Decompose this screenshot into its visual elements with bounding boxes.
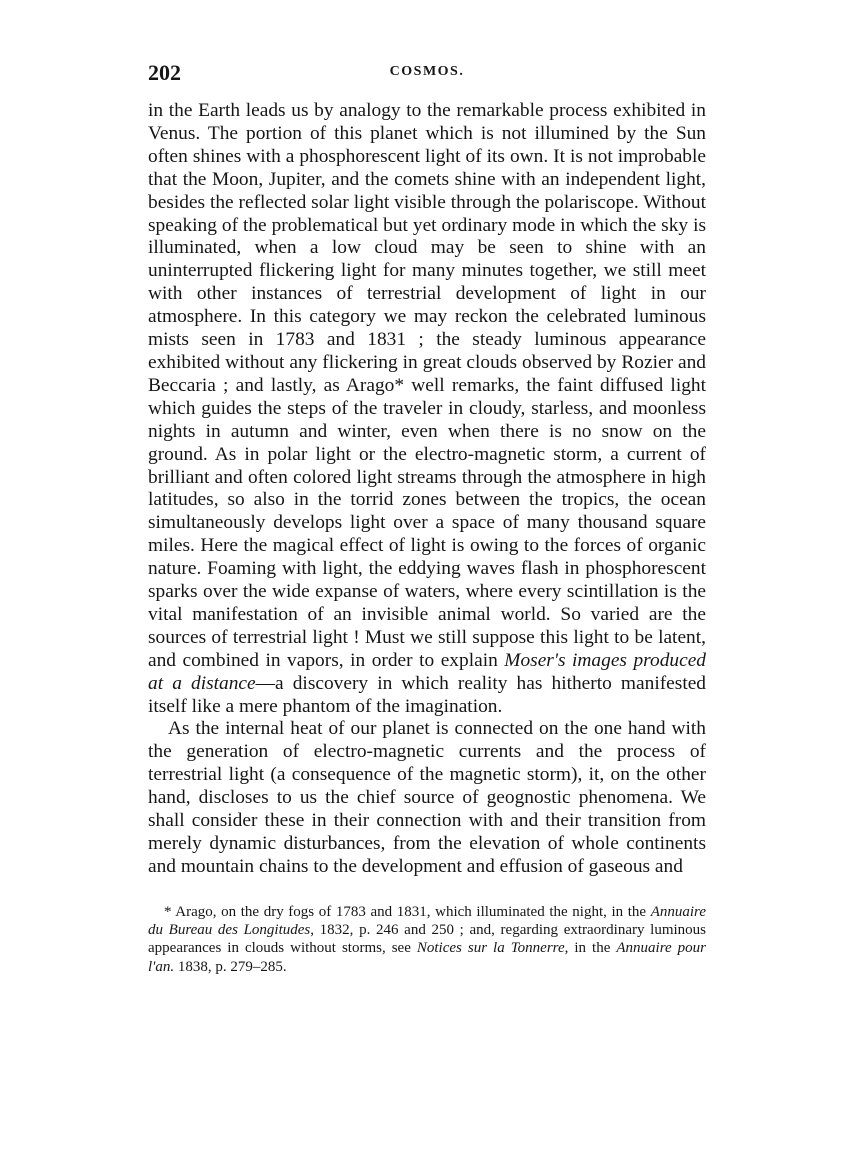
- paragraph-1: [148, 100, 706, 718]
- footnote-text-1: * Arago, on the dry fogs of 1783 and 1831, which illuminated the night, in the: [164, 903, 651, 920]
- page-number: 202: [148, 60, 181, 85]
- body-text: [148, 100, 706, 879]
- running-title: COSMOS.: [389, 64, 465, 79]
- footnote: [148, 903, 706, 976]
- footnote-title-annuaire: Annuaire du Bureau des Longitudes: [148, 903, 706, 939]
- footnote-text-2: , 1832, p. 246 and 250 ; and, regarding extraordinary luminous appearances in clouds without storms, see: [148, 922, 706, 957]
- footnote-text-3: , in the: [564, 940, 617, 957]
- footnote-text-4: 1838, p. 279–285.: [174, 958, 287, 975]
- footnote-title-annuaire-pour: Annuaire pour l'an.: [148, 940, 707, 975]
- paragraph-1-text: in the Earth leads us by analogy to the remarkable process exhibited in Venus. The portion of this planet which is not illumined by the Sun often shines with a phosphorescent light of its own. It is not improbable that the Moon, Jupiter, and the comets shine with an independent light, besides the reflected solar light visible through the polariscope. Without speaking of the problematical but yet ordinary mode in which the sky is illuminated, when a low cloud may be seen to shine with an uninterrupted flickering light for many minutes together, we still meet with other instances of terrestrial development of light in our atmosphere. In this category we may reckon the celebrated luminous mists seen in 1783 and 1831 ; the steady luminous appearance exhibited without any flickering in great clouds observed by Rozier and Beccaria ; and lastly, as Arago* well remarks, the faint diffused light which guides the steps of the traveler in cloudy, starless, and moonless nights in autumn and winter, even when there is no snow on the ground. As in polar light or the electro-magnetic storm, a current of brilliant and often colored light streams through the atmosphere in high latitudes, so also in the torrid zones between the tropics, the ocean simultaneously develops light over a space of many thousand square miles. Here the magical effect of light is owing to the forces of organic nature. Foaming with light, the eddying waves flash in phosphorescent sparks over the wide expanse of waters, where every scintillation is the vital manifestation of an invisible animal world. So varied are the sources of terrestrial light ! Must we still suppose this light to be latent, and combined in vapors, in order to explain: [148, 100, 706, 671]
- footnote-title-notices: Notices sur la Tonnerre: [416, 940, 565, 957]
- paragraph-2: As the internal heat of our planet is connected on the one hand with the generation of electro-magnetic currents and the process of terrestrial light (a consequence of the magnetic storm), it, on the other hand, discloses to us the chief source of geognostic phenomena. We shall consider these in their connection with and their transition from merely dynamic disturbances, from the elevation of whole continents and mountain chains to the development and effusion of gaseous and: [148, 718, 706, 877]
- running-head: [148, 60, 706, 100]
- paragraph-1-end: —a discovery in which reality has hitherto manifested itself like a mere phantom of the imagination.: [148, 672, 707, 717]
- paragraph-1-italic: Moser's images produced at a distance: [148, 649, 706, 694]
- page: [148, 60, 706, 976]
